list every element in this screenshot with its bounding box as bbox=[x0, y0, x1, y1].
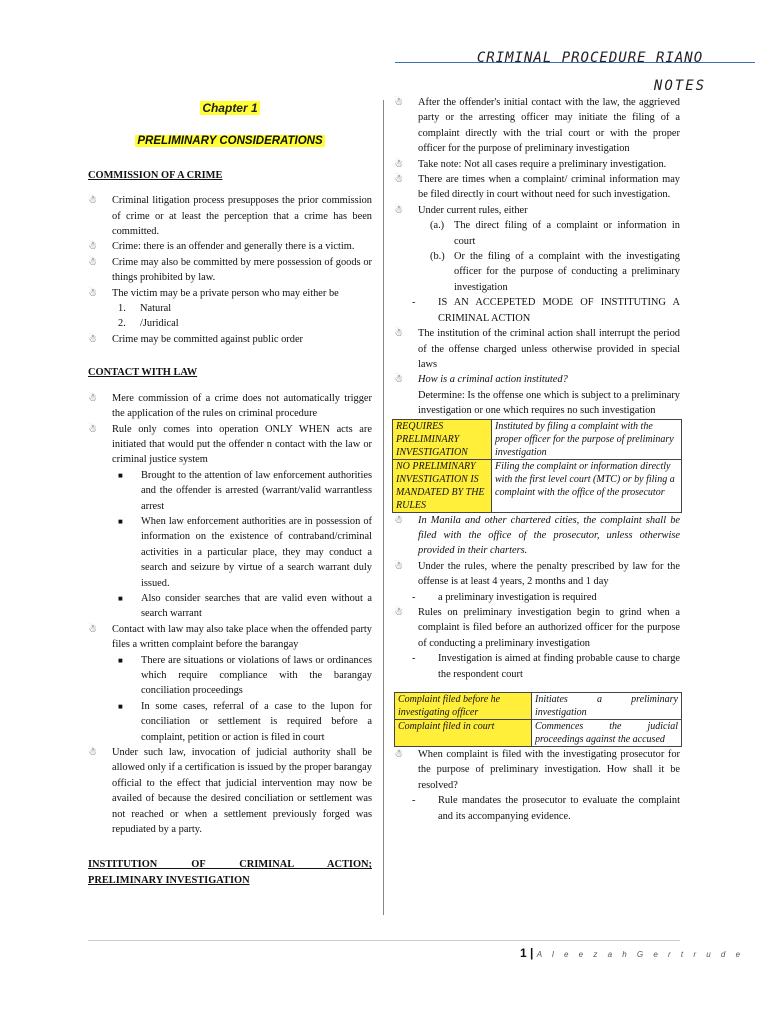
footer bbox=[520, 946, 744, 960]
table-cell: REQUIRES PRELIMINARY INVESTIGATION bbox=[393, 419, 492, 459]
bullet-icon: ☃ bbox=[394, 328, 403, 340]
list-item: ☃ There are times when a complaint/ criminal information may be filed directly in court without need for such investigation. bbox=[394, 174, 680, 201]
sub-item: ■ Brought to the attention of law enforcement authorities and the offender is arrested (warrant/valid warrantless arrest bbox=[118, 469, 372, 512]
table-cell: Complaint filed in court bbox=[395, 720, 532, 747]
bullet-icon: ☃ bbox=[394, 97, 403, 108]
list-item: ☃ Rules on preliminary investigation begin to grind when a complaint is filed before an authorized officer for the purpose of conducting a preliminary investigation bbox=[394, 606, 680, 649]
footer-separator: | bbox=[530, 946, 534, 960]
bullet-icon: ☃ bbox=[88, 392, 97, 404]
sub-item: ■ In some cases, referral of a case to the lupon for conciliation or settlement is required before a complaint, petition or action is filed in court bbox=[118, 700, 372, 743]
list-item: ☃ After the offender's initial contact with the law, the aggrieved party or the arresting officer may initiate the filing of a complaint directly with the trial court or with the proper officer for the purpose of preliminary investigation bbox=[394, 97, 680, 155]
bullet-icon: ☃ bbox=[88, 287, 97, 299]
list-item: ☃ In Manila and other chartered cities, the complaint shall be filed with the office of the prosecutor, unless otherwise provided in their charters. bbox=[394, 514, 680, 557]
bullet-icon: ☃ bbox=[88, 195, 97, 207]
investigation-table bbox=[392, 419, 682, 513]
bullet-icon: ☃ bbox=[394, 749, 403, 760]
list-item: ☃ Crime: there is an offender and generally there is a victim. bbox=[88, 239, 372, 254]
list-item: ☃ Take note: Not all cases require a preliminary investigation. bbox=[394, 157, 680, 172]
dash-item: - IS AN ACCEPETED MODE OF INSTITUTING A CRIMINAL ACTION bbox=[412, 297, 680, 324]
sub-item: ■ When law enforcement authorities are in possession of information on the existence of contraband/criminal activities in a particular place, they may conduct a search and seizure by virtue of a search warrant duly issued. bbox=[118, 515, 372, 589]
left-column bbox=[88, 95, 372, 892]
sub-item: ■ Also consider searches that are valid even without a search warrant bbox=[118, 592, 372, 620]
dash-item: - a preliminary investigation is required bbox=[412, 591, 597, 603]
table-cell: NO PRELIMINARY INVESTIGATION IS MANDATED BY THE RULES bbox=[393, 459, 492, 512]
chapter-heading: Chapter 1 bbox=[202, 101, 258, 115]
footer-rule bbox=[88, 940, 680, 941]
bullet-icon: ☃ bbox=[88, 423, 97, 435]
table-cell: Commences the judicial proceedings against the accused bbox=[532, 720, 682, 747]
bullet-icon: ☃ bbox=[394, 514, 403, 526]
bullet-icon: ☃ bbox=[394, 606, 403, 618]
bullet-icon: ☃ bbox=[88, 241, 97, 253]
square-bullet-icon: ■ bbox=[118, 516, 123, 526]
bullet-icon: ☃ bbox=[88, 623, 97, 635]
bullet-icon: ☃ bbox=[394, 174, 403, 186]
column-divider bbox=[383, 100, 384, 915]
square-bullet-icon: ■ bbox=[118, 593, 123, 603]
table-cell: Complaint filed before he investigating officer bbox=[395, 693, 532, 720]
list-item: ☃ Crime may also be committed by mere possession of goods or things prohibited by law. bbox=[88, 256, 372, 284]
list-item: ☃ Under such law, invocation of judicial authority shall be allowed only if a certification is issued by the proper barangay official to the effect that judicial intervention may now be availed of because the desired conciliation or settlement was not reached or when a settlement previously forged was repudiated by a party. bbox=[88, 747, 372, 836]
section-contact-title: CONTACT WITH LAW bbox=[88, 367, 198, 379]
list-item: ☃ Criminal litigation process presupposes the prior commission of crime or at least the perception that a crime has been committed. bbox=[88, 195, 372, 238]
complaint-table bbox=[394, 692, 682, 747]
list-item: ☃ When complaint is filed with the investigating prosecutor for the purpose of preliminary investigation. How shall it be resolved? bbox=[394, 749, 680, 791]
square-bullet-icon: ■ bbox=[118, 655, 123, 665]
table-row bbox=[395, 720, 682, 747]
list-item: ☃ Rule only comes into operation ONLY WHEN acts are initiated that would put the offender n contact with the law or criminal justice system bbox=[88, 423, 372, 466]
table-cell: Instituted by filing a complaint with the proper officer for the purpose of preliminary investigation bbox=[492, 419, 682, 459]
dash-item: - Rule mandates the prosecutor to evaluate the complaint and its accompanying evidence. bbox=[412, 795, 680, 822]
bullet-icon: ☃ bbox=[88, 333, 97, 345]
list-item: ☃ The victim may be a private person who may either be bbox=[88, 286, 372, 301]
bullet-icon: ☃ bbox=[394, 560, 403, 572]
alpha-item: (a.) The direct filing of a complaint or information in court bbox=[430, 220, 680, 247]
square-bullet-icon: ■ bbox=[118, 470, 123, 480]
dash-item: - Investigation is aimed at finding probable cause to charge the respondent court bbox=[412, 653, 680, 680]
author-name: A l e e z a h G e r t r u d e bbox=[536, 950, 745, 959]
section-commission-title: COMMISSION OF A CRIME bbox=[88, 169, 223, 181]
bullet-icon: ☃ bbox=[394, 374, 403, 386]
bullet-icon: ☃ bbox=[88, 256, 97, 268]
table-row bbox=[393, 419, 682, 459]
sub-item: ■ There are situations or violations of laws or ordinances which require compliance with the barangay conciliation proceedings bbox=[118, 654, 372, 697]
list-item: ☃ The institution of the criminal action shall interrupt the period of the offense charged unless otherwise provided in special laws bbox=[394, 328, 680, 370]
bullet-icon: ☃ bbox=[88, 747, 97, 759]
header-title: CRIMINAL PROCEDURE RIANO bbox=[476, 50, 704, 66]
list-item-continuation: Determine: Is the offense one which is subject to a preliminary investigation or one which requires no such investigation bbox=[418, 389, 680, 417]
alpha-item: (b.) Or the filing of a complaint with the investigating officer for the purpose of conducting a preliminary investigation bbox=[430, 251, 680, 293]
table-row bbox=[395, 693, 682, 720]
list-item: ☃ Under current rules, either bbox=[394, 203, 680, 218]
list-item: ☃ Contact with law may also take place when the offended party files a written complaint before the barangay bbox=[88, 623, 372, 651]
list-item: ☃ Mere commission of a crime does not automatically trigger the application of the rules on criminal procedure bbox=[88, 392, 372, 420]
bullet-icon: ☃ bbox=[394, 204, 403, 216]
list-item: ☃ Under the rules, where the penalty prescribed by law for the offense is at least 4 years, 2 months and 1 day bbox=[394, 560, 680, 588]
numbered-item: 2. /Juridical bbox=[118, 318, 179, 330]
page-number: 1 bbox=[520, 946, 527, 960]
header-notes: NOTES bbox=[653, 78, 707, 94]
numbered-item: 1. Natural bbox=[118, 303, 172, 315]
list-item: ☃ How is a criminal action instituted? bbox=[394, 372, 680, 387]
right-column bbox=[394, 95, 680, 824]
section-institution-subtitle: PRELIMINARY INVESTIGATION bbox=[88, 874, 250, 886]
square-bullet-icon: ■ bbox=[118, 701, 123, 711]
chapter-title: PRELIMINARY CONSIDERATIONS bbox=[137, 135, 323, 148]
section-institution-title: INSTITUTION OF CRIMINAL ACTION; bbox=[88, 859, 372, 871]
list-item: ☃ Crime may be committed against public order bbox=[88, 332, 372, 347]
bullet-icon: ☃ bbox=[394, 158, 403, 170]
table-cell: Filing the complaint or information directly with the first level court (MTC) or by filing a complaint with the office of the prosecutor bbox=[492, 459, 682, 512]
table-row bbox=[393, 459, 682, 512]
table-cell: Initiates a preliminary investigation bbox=[532, 693, 682, 720]
